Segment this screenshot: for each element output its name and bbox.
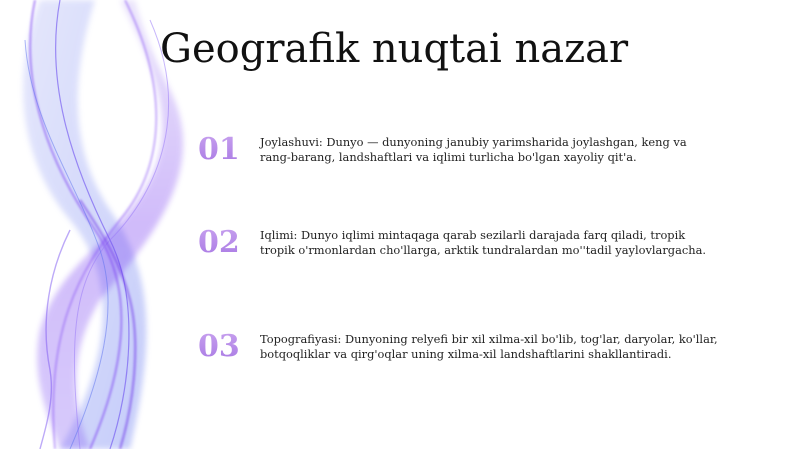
item-number: 03 xyxy=(198,328,250,366)
item-text: Iqlimi: Dunyo iqlimi mintaqaga qarab sezilarli darajada farq qiladi, tropik tropik o'rmonlardan cho'llarga, arktik tundralardan mo''tadil yaylovlargacha. xyxy=(260,228,706,257)
list-item xyxy=(198,328,758,368)
list-item xyxy=(198,224,758,264)
list-item xyxy=(198,131,758,171)
page-title: Geografik nuqtai nazar xyxy=(160,26,629,72)
item-number: 02 xyxy=(198,224,250,262)
item-text: Joylashuvi: Dunyo — dunyoning janubiy yarimsharida joylashgan, keng va rang-barang, landshaftlari va iqlimi turlicha bo'lgan xayoliy qit'a. xyxy=(260,135,687,164)
item-number: 01 xyxy=(198,131,250,169)
item-text: Topografiyasi: Dunyoning relyefi bir xil xilma-xil bo'lib, tog'lar, daryolar, ko'llar, botqoqliklar va qirg'oqlar uning xilma-xil landshaftlarini shakllantiradi. xyxy=(260,332,718,361)
